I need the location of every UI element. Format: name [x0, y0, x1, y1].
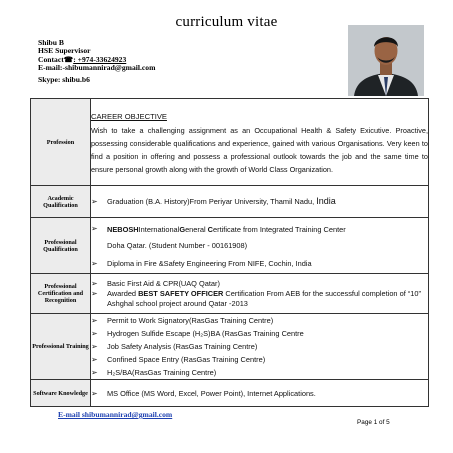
- label-academic: Academic Qualification: [31, 186, 91, 218]
- international-text: International: [138, 224, 180, 234]
- label-software: Software Knowledge: [31, 380, 91, 407]
- telephone-icon: ☎: [63, 54, 74, 64]
- software-cell: [91, 380, 429, 407]
- training-item: Permit to Work Signatory(RasGas Training Centre): [107, 316, 274, 325]
- training-item: Confined Space Entry (RasGas Training Centre): [107, 355, 266, 364]
- academic-cell: [91, 186, 429, 218]
- diploma-text: Diploma in Fire &Safety Engineering From NIFE, Cochin, India: [107, 258, 312, 268]
- row-training: [31, 314, 429, 380]
- phone-number[interactable]: : +974-33624923: [73, 54, 127, 64]
- career-objective-text: Wish to take a challenging assignment as an Occupational Health & Safety Exicutive. Proactive, possessing considerable qualifications and experience, gained with various Organisations. Very keen to find a position in offering and possess a professional outlook towards the job and the same time to ensure personal growth along with the growth of World Class Organization.: [91, 125, 428, 174]
- page-number: Page 1 of 5: [357, 419, 390, 426]
- label-professional-qualification: Professional Qualification: [31, 218, 91, 274]
- academic-text: Graduation (B.A. History)From Periyar University, Thamil Nadu,: [107, 197, 315, 206]
- training-item: Hydrogen Sulfide Escape (H₂S)BA (RasGas Training Centre: [107, 329, 304, 338]
- contact-block: [38, 39, 155, 84]
- list-item: [91, 327, 428, 340]
- list-item: [91, 195, 428, 208]
- arrow-bullet-icon: ➢: [91, 258, 98, 268]
- professional-qualification-cell: [91, 218, 429, 274]
- general-rest: eneral: [185, 224, 208, 234]
- certificate-rest: ertificate from Integrated Training Center: [213, 224, 346, 234]
- label-profession: Profession: [31, 99, 91, 186]
- profile-photo-image: [348, 25, 424, 96]
- arrow-bullet-icon: ➢: [91, 342, 98, 351]
- list-item: [91, 289, 428, 309]
- row-professional-qualification: [31, 218, 429, 274]
- award-prefix: Awarded: [107, 288, 139, 298]
- award-title: BEST SAFETY OFFICER: [138, 288, 224, 298]
- arrow-bullet-icon: ➢: [91, 288, 98, 298]
- row-profession: [31, 99, 429, 186]
- list-item: [91, 387, 428, 400]
- academic-country: India: [316, 196, 336, 206]
- label-certification: Professional Certification and Recognition: [31, 274, 91, 314]
- contact-label: Contact: [38, 54, 64, 64]
- arrow-bullet-icon: ➢: [91, 388, 98, 398]
- row-certification: [31, 274, 429, 314]
- training-cell: [91, 314, 429, 380]
- career-objective-heading: CAREER OBJECTIVE: [91, 111, 167, 121]
- general-initial: G: [179, 224, 186, 234]
- candidate-role: HSE Supervisor: [38, 46, 91, 56]
- arrow-bullet-icon: ➢: [91, 329, 98, 338]
- arrow-bullet-icon: ➢: [91, 355, 98, 364]
- arrow-bullet-icon: ➢: [91, 316, 98, 325]
- certificate-initial: C: [207, 224, 214, 234]
- cv-table: [30, 98, 429, 407]
- label-training: Professional Training: [31, 314, 91, 380]
- row-academic: [31, 186, 429, 218]
- award-detail: Certification From AEB for the successful completion of “10” Ashghal school project around Qatar -2013: [107, 288, 421, 308]
- training-item: H₂S/BA(RasGas Training Centre): [107, 368, 217, 377]
- first-aid-text: Basic First Aid & CPR(UAQ Qatar): [107, 278, 220, 288]
- arrow-bullet-icon: ➢: [91, 223, 98, 233]
- profile-photo: [348, 25, 424, 96]
- document-title: curriculum vitae: [175, 14, 278, 30]
- list-item: [91, 279, 428, 289]
- arrow-bullet-icon: ➢: [91, 368, 98, 377]
- footer-email-link[interactable]: E-mail shibumannirad@gmail.com: [58, 410, 173, 419]
- software-text: MS Office (MS Word, Excel, Power Point), Internet Applications.: [107, 388, 316, 398]
- list-item: [91, 366, 428, 379]
- list-item: [91, 353, 428, 366]
- career-objective-cell: [91, 99, 429, 186]
- arrow-bullet-icon: ➢: [91, 278, 98, 288]
- nebosh-location: Doha Qatar. (Student Number - 00161908): [107, 240, 248, 250]
- arrow-bullet-icon: ➢: [91, 197, 98, 206]
- contact-email[interactable]: E-mail:-shibumannirad@gmail.com: [38, 63, 156, 73]
- list-item: [91, 257, 428, 270]
- list-item: [91, 222, 428, 254]
- certification-cell: [91, 274, 429, 314]
- list-item: [91, 314, 428, 327]
- training-item: Job Safety Analysis (RasGas Training Centre): [107, 342, 258, 351]
- nebosh-text: NEBOSH: [107, 224, 139, 234]
- candidate-name: Shibu B: [38, 38, 64, 47]
- list-item: [91, 340, 428, 353]
- row-software: [31, 380, 429, 407]
- contact-skype: Skype: shibu.b6: [38, 74, 90, 84]
